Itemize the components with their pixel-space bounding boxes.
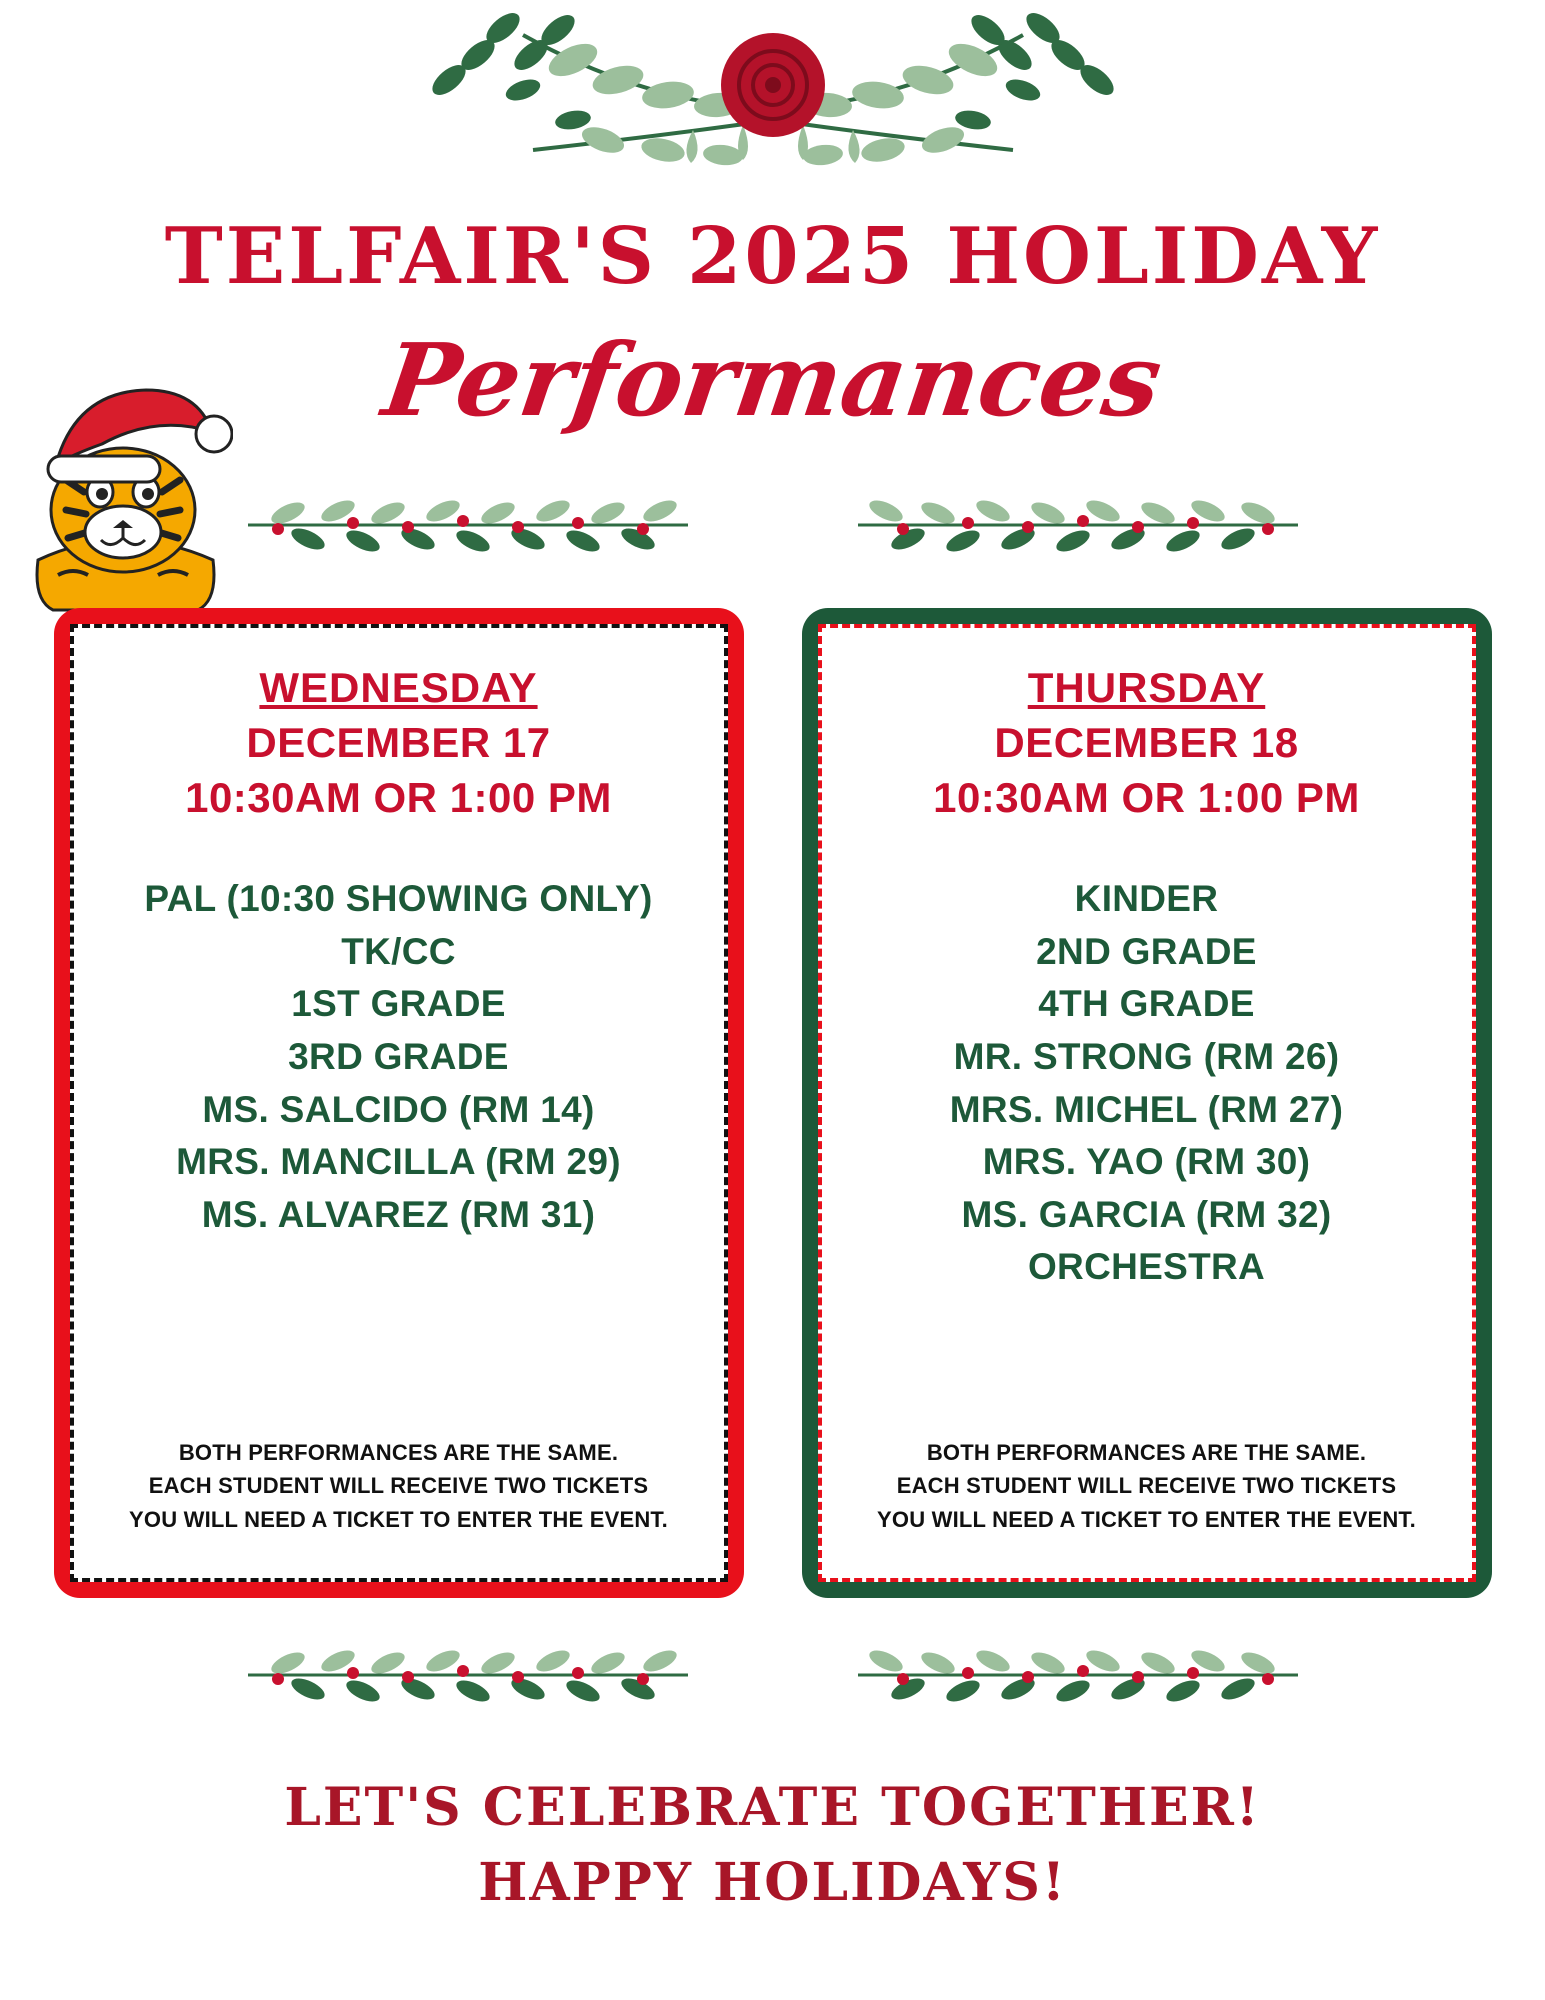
- note-line: EACH STUDENT WILL RECEIVE TWO TICKETS: [148, 1473, 649, 1499]
- card-group-list: [144, 873, 652, 1241]
- card-date: DECEMBER 18: [994, 718, 1299, 766]
- holly-divider-icon: [238, 1640, 1308, 1710]
- note-line: EACH STUDENT WILL RECEIVE TWO TICKETS: [896, 1473, 1397, 1499]
- list-item: MRS. MANCILLA (RM 29): [176, 1141, 621, 1183]
- page-subtitle: Performances: [376, 321, 1169, 439]
- footer-message: [0, 1770, 1545, 1921]
- list-item: MRS. YAO (RM 30): [982, 1141, 1311, 1183]
- card-note: [877, 1436, 1416, 1556]
- list-item: 4TH GRADE: [1038, 983, 1255, 1025]
- list-item: 1ST GRADE: [291, 983, 506, 1025]
- card-times: 10:30AM OR 1:00 PM: [933, 773, 1360, 821]
- wednesday-card: [54, 608, 744, 1598]
- thursday-card: [802, 608, 1492, 1598]
- card-day: THURSDAY: [1027, 664, 1266, 711]
- list-item: MS. GARCIA (RM 32): [961, 1193, 1332, 1235]
- list-item: KINDER: [1074, 878, 1219, 920]
- note-line: YOU WILL NEED A TICKET TO ENTER THE EVENT.: [877, 1506, 1416, 1532]
- card-group-list: [950, 873, 1344, 1293]
- note-line: YOU WILL NEED A TICKET TO ENTER THE EVENT.: [129, 1506, 668, 1532]
- list-item: MRS. MICHEL (RM 27): [949, 1088, 1344, 1130]
- footer-line-1: LET'S CELEBRATE TOGETHER!: [284, 1777, 1261, 1838]
- card-date: DECEMBER 17: [246, 718, 551, 766]
- page-title: TELFAIR'S 2025 HOLIDAY: [164, 211, 1381, 302]
- note-line: BOTH PERFORMANCES ARE THE SAME.: [178, 1439, 619, 1465]
- floral-garland-rose-icon: [273, 0, 1273, 200]
- holly-divider-icon: [238, 490, 1308, 560]
- card-note: [129, 1436, 668, 1556]
- note-line: BOTH PERFORMANCES ARE THE SAME.: [926, 1439, 1367, 1465]
- list-item: PAL (10:30 SHOWING ONLY): [144, 878, 653, 920]
- card-times: 10:30AM OR 1:00 PM: [185, 773, 612, 821]
- list-item: MR. STRONG (RM 26): [953, 1035, 1340, 1077]
- list-item: 2ND GRADE: [1036, 930, 1257, 972]
- list-item: MS. SALCIDO (RM 14): [202, 1088, 595, 1130]
- performance-cards: [0, 608, 1545, 1598]
- card-day: WEDNESDAY: [259, 664, 538, 711]
- footer-line-2: HAPPY HOLIDAYS!: [478, 1852, 1067, 1914]
- tiger-santa-mascot-icon: [18, 360, 233, 620]
- list-item: TK/CC: [341, 930, 456, 972]
- list-item: 3RD GRADE: [288, 1035, 509, 1077]
- list-item: ORCHESTRA: [1027, 1246, 1266, 1288]
- list-item: MS. ALVAREZ (RM 31): [201, 1193, 596, 1235]
